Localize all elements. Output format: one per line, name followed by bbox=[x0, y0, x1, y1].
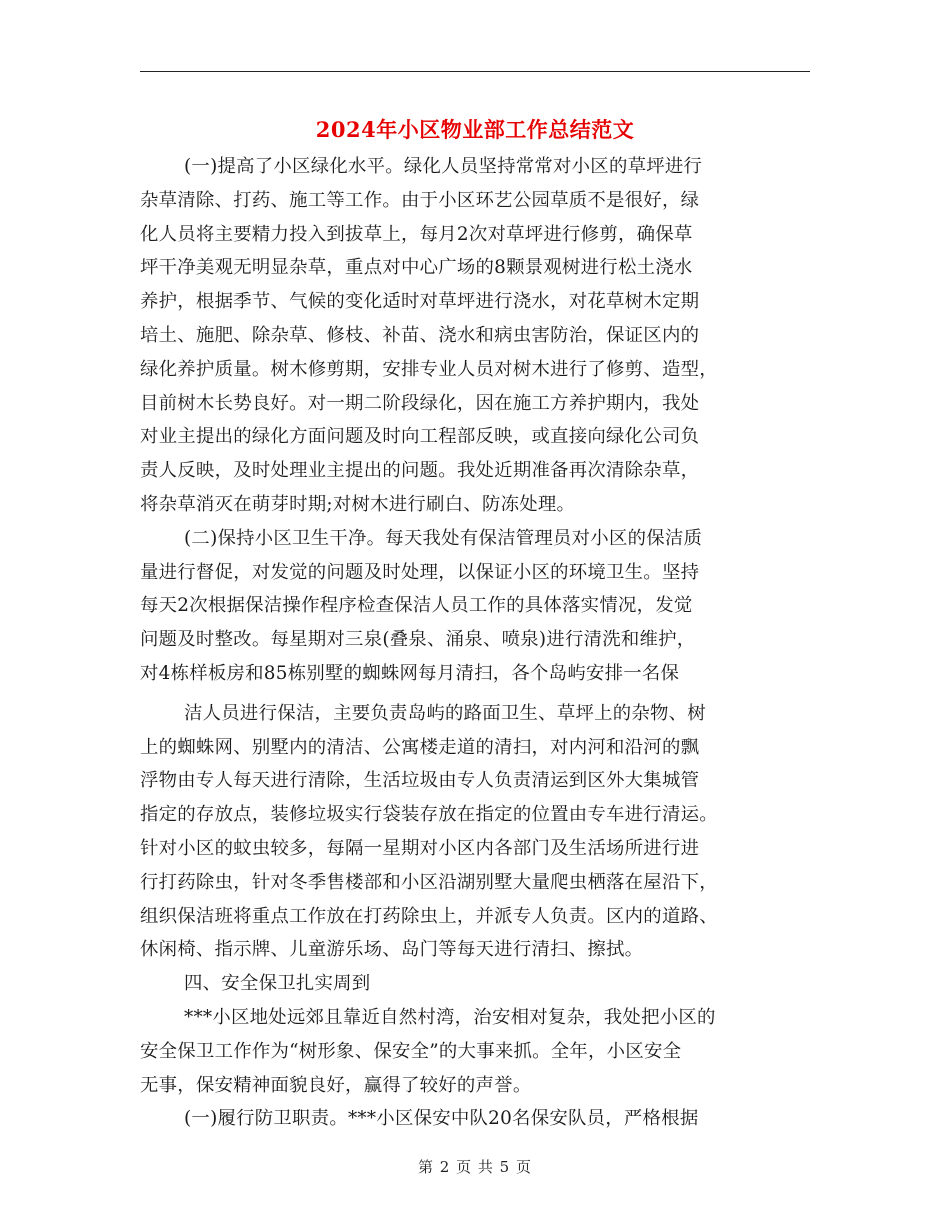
document-title: 2024年小区物业部工作总结范文 bbox=[315, 117, 635, 142]
text-line: 无事，保安精神面貌良好，赢得了较好的声誉。 bbox=[140, 1074, 532, 1096]
text-line: (二)保持小区卫生干净。每天我处有保洁管理员对小区的保洁质 bbox=[184, 527, 703, 549]
text-line: 上的蜘蛛网、别墅内的清洁、公寓楼走道的清扫，对内河和沿河的飘 bbox=[140, 736, 700, 758]
text-line: 休闲椅、指示牌、儿童游乐场、岛门等每天进行清扫、擦拭。 bbox=[140, 939, 644, 961]
text-line: ***小区地处远郊且靠近自然村湾，治安相对复杂，我处把小区的 bbox=[184, 1006, 716, 1028]
text-line: 四、安全保卫扎实周到 bbox=[184, 973, 371, 995]
text-line: 洁人员进行保洁，主要负责岛屿的路面卫生、草坪上的杂物、树 bbox=[184, 702, 706, 724]
text-line: 杂草清除、打药、施工等工作。由于小区环艺公园草质不是很好，绿 bbox=[140, 189, 700, 211]
text-line: 对4栋样板房和85栋别墅的蜘蛛网每月清扫，各个岛屿安排一名保 bbox=[140, 662, 680, 684]
page-footer: 第 2 页 共 5 页 bbox=[418, 1158, 532, 1176]
text-line: 绿化养护质量。树木修剪期，安排专业人员对树木进行了修剪、造型， bbox=[140, 358, 718, 380]
text-line: 养护，根据季节、气候的变化适时对草坪进行浇水，对花草树木定期 bbox=[140, 291, 700, 313]
text-line: 对业主提出的绿化方面问题及时向工程部反映，或直接向绿化公司负 bbox=[140, 426, 700, 448]
header-rule bbox=[140, 71, 810, 72]
text-line: 问题及时整改。每星期对三泉(叠泉、涌泉、喷泉)进行清洗和维护， bbox=[140, 629, 696, 651]
text-line: 针对小区的蚊虫较多，每隔一星期对小区内各部门及生活场所进行进 bbox=[140, 837, 700, 859]
text-line: 行打药除虫，针对冬季售楼部和小区沿湖别墅大量爬虫栖落在屋沿下， bbox=[140, 871, 718, 893]
text-line: 安全保卫工作作为“树形象、保安全”的大事来抓。全年，小区安全 bbox=[140, 1040, 682, 1062]
text-line: 量进行督促，对发觉的问题及时处理，以保证小区的环境卫生。坚持 bbox=[140, 561, 700, 583]
text-line: 坪干净美观无明显杂草，重点对中心广场的8颗景观树进行松土浇水 bbox=[140, 257, 693, 279]
text-line: 组织保洁班将重点工作放在打药除虫上，并派专人负责。区内的道路、 bbox=[140, 905, 718, 927]
text-line: 浮物由专人每天进行清除，生活垃圾由专人负责清运到区外大集城管 bbox=[140, 770, 700, 792]
text-line: 化人员将主要精力投入到拔草上，每月2次对草坪进行修剪，确保草 bbox=[140, 223, 693, 245]
text-line: (一)提高了小区绿化水平。绿化人员坚持常常对小区的草坪进行 bbox=[184, 156, 703, 177]
document-body bbox=[140, 150, 816, 1136]
text-line: 每天2次根据保洁操作程序检查保洁人员工作的具体落实情况，发觉 bbox=[140, 595, 693, 617]
text-line: 将杂草消灭在萌芽时期;对树木进行刷白、防冻处理。 bbox=[140, 493, 576, 515]
text-line: (一)履行防卫职责。***小区保安中队20名保安队员，严格根据 bbox=[184, 1108, 699, 1130]
text-line: 培土、施肥、除杂草、修枝、补苗、浇水和病虫害防治，保证区内的 bbox=[140, 324, 700, 346]
text-line: 目前树木长势良好。对一期二阶段绿化，因在施工方养护期内，我处 bbox=[140, 392, 700, 414]
text-line: 责人反映，及时处理业主提出的问题。我处近期准备再次清除杂草， bbox=[140, 460, 700, 482]
text-line: 指定的存放点，装修垃圾实行袋装存放在指定的位置由专车进行清运。 bbox=[140, 804, 718, 826]
